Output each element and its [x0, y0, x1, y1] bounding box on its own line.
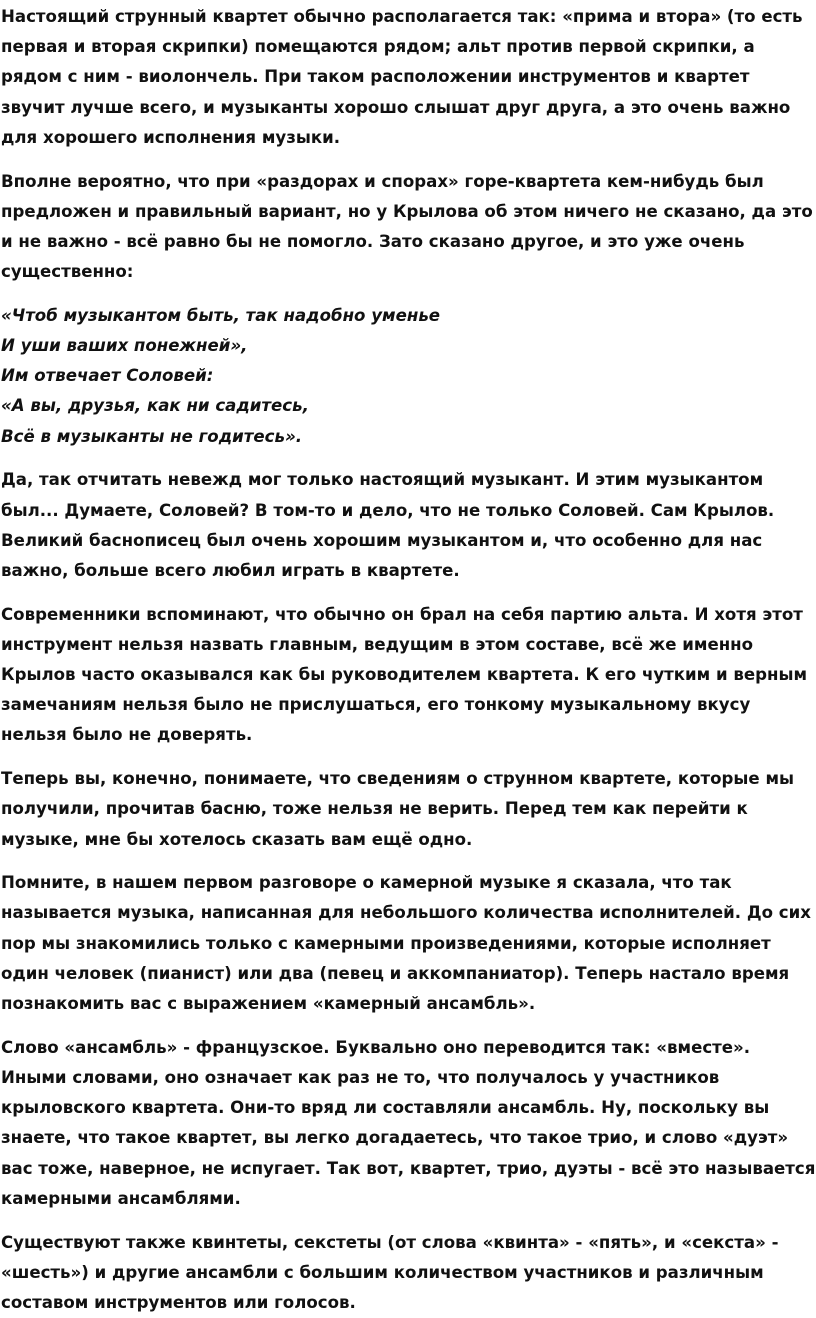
poem-line: «А вы, друзья, как ни садитесь,: [1, 396, 309, 416]
poem-line: Им отвечает Соловей:: [1, 366, 214, 386]
poem-quote: [1, 301, 816, 452]
document-page: [1, 2, 816, 1318]
paragraph-quintets: Существуют также квинтеты, секстеты (от слова «квинта» - «пять», и «секста» - «шесть») и другие ансамбли с большим количеством участников и различным составом инструментов или голосов.: [1, 1232, 779, 1312]
paragraph-krylov-musician: Да, так отчитать невежд мог только настоящий музыкант. И этим музыкантом был... Думаете, Соловей? В том-то и дело, что не только Соловей. Сам Крылов. Великий баснописец был очень хорошим музыкантом и, что особенно для нас важно, больше всего любил играть в квартете.: [1, 470, 775, 580]
paragraph-viola-part: Современники вспоминают, что обычно он брал на себя партию альта. И хотя этот инструмент нельзя назвать главным, ведущим в этом составе, всё же именно Крылов часто оказывался как бы руководителем квартета. К его чутким и верным замечаниям нельзя было не прислушаться, его тонкому музыкальному вкусу нельзя было не доверять.: [1, 604, 808, 745]
poem-line: И уши ваших понежней»,: [1, 336, 248, 356]
paragraph-discord: Вполне вероятно, что при «раздорах и спорах» горе-квартета кем-нибудь был предложен и правильный вариант, но у Крылова об этом ничего не сказано, да это и не важно - всё равно бы не помогло. Зато сказано другое, и это уже очень существенно:: [1, 171, 813, 282]
paragraph-ensemble-word: Слово «ансамбль» - французское. Буквально оно переводится так: «вместе». Иными словами, оно означает как раз не то, что получалось у участников крыловского квартета. Они-то вряд ли составляли ансамбль. Ну, поскольку вы знаете, что такое квартет, вы легко догадаетесь, что такое трио, и слово «дуэт» вас тоже, наверное, не испугает. Так вот, квартет, трио, дуэты - всё это называется камерными ансамблями.: [1, 1037, 816, 1208]
paragraph-chamber-music: Помните, в нашем первом разговоре о камерной музыке я сказала, что так называется музыка, написанная для небольшого количества исполнителей. До сих пор мы знакомились только с камерными произведениями, которые исполняет один человек (пианист) или два (певец и аккомпаниатор). Теперь настало время познакомить вас с выражением «камерный ансамбль».: [1, 873, 811, 1014]
paragraph-quartet-layout: Настоящий струнный квартет обычно располагается так: «прима и втора» (то есть первая и вторая скрипки) помещаются рядом; альт против первой скрипки, а рядом с ним - виолончель. При таком расположении инструментов и квартет звучит лучше всего, и музыканты хорошо слышат друг друга, а это очень важно для хорошего исполнения музыки.: [1, 7, 803, 147]
poem-line: Всё в музыканты не годитесь».: [1, 426, 303, 446]
poem-line: «Чтоб музыкантом быть, так надобно уменье: [1, 305, 441, 325]
paragraph-trust-fable: Теперь вы, конечно, понимаете, что сведениям о струнном квартете, которые мы получили, прочитав басню, тоже нельзя не верить. Перед тем как перейти к музыке, мне бы хотелось сказать вам ещё одно.: [1, 769, 795, 849]
